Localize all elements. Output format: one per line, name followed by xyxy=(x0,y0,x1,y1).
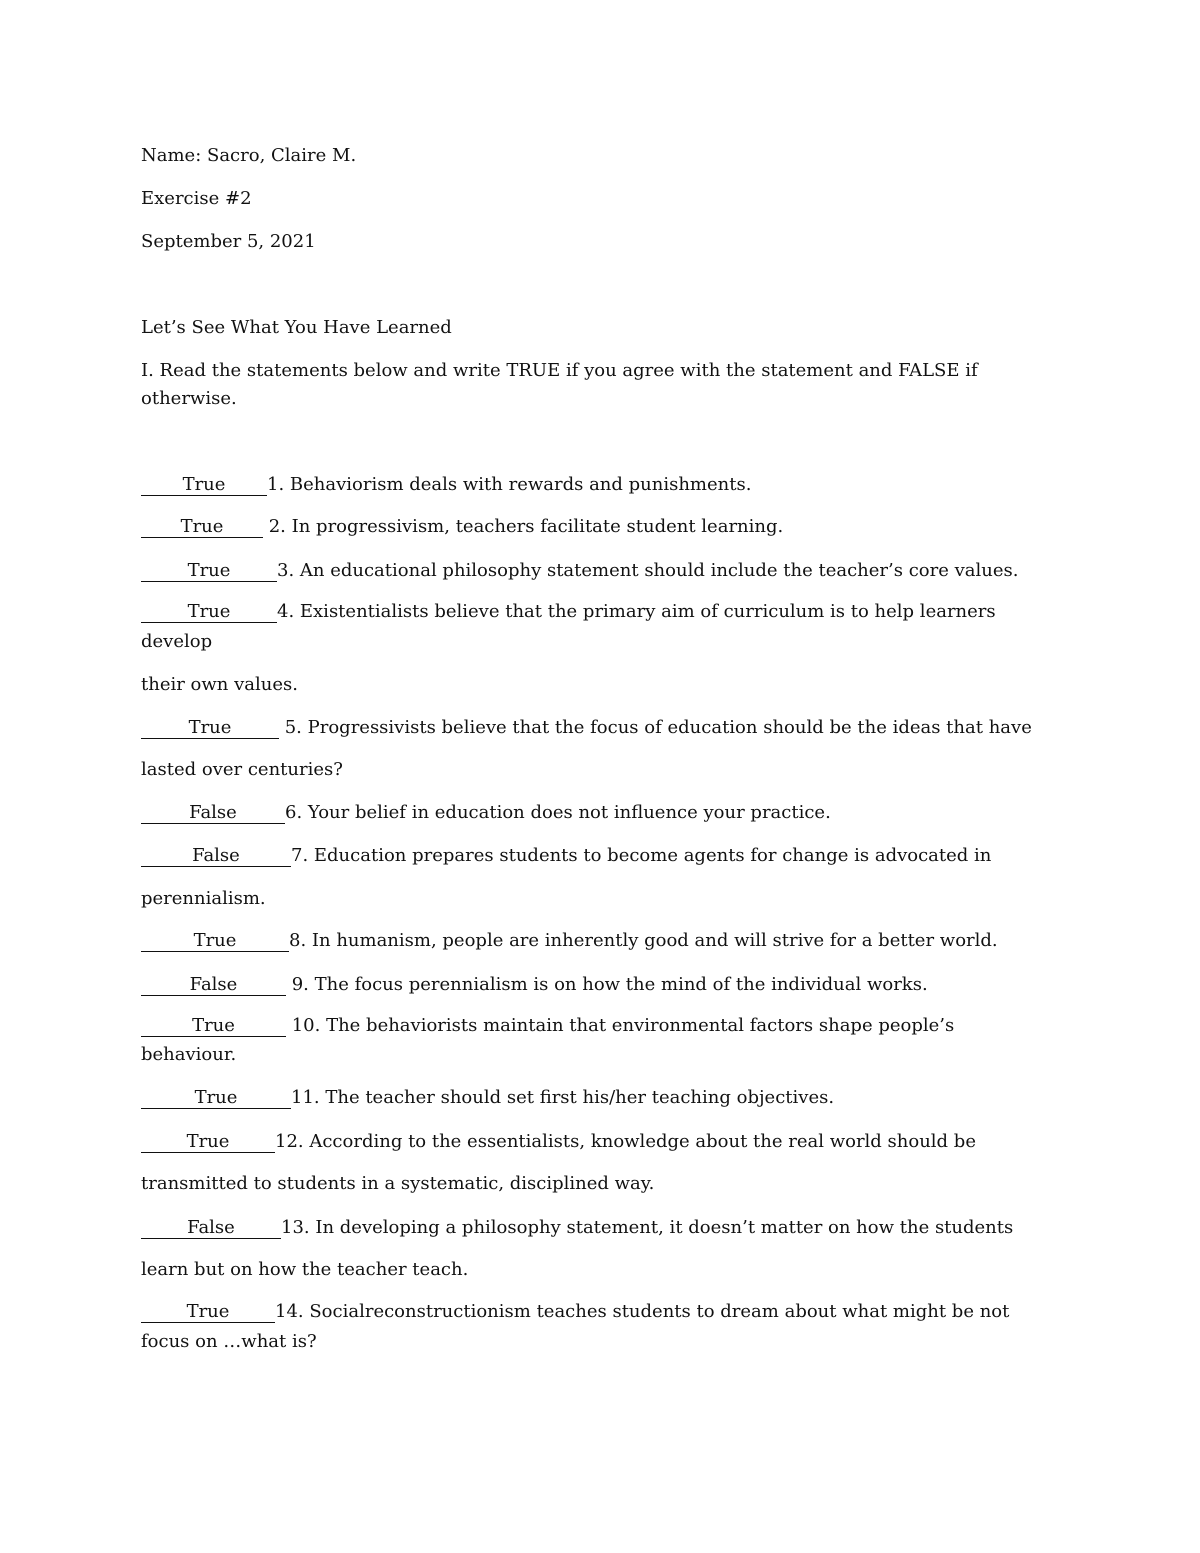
answer-blank: True xyxy=(141,517,263,538)
statement: 13. In developing a philosophy statement, it doesn’t matter on how the students xyxy=(281,1217,1014,1238)
item-5-continuation: lasted over centuries? xyxy=(141,759,343,780)
answer-blank: True xyxy=(141,1016,286,1037)
statement: 6. Your belief in education does not influence your practice. xyxy=(285,802,831,823)
item-9 xyxy=(141,974,928,996)
statement: 14. Socialreconstructionism teaches students to dream about what might be not xyxy=(275,1301,1010,1322)
answer-blank: False xyxy=(141,1218,281,1239)
item-4 xyxy=(141,601,996,623)
item-4-continuation: their own values. xyxy=(141,674,298,695)
item-1 xyxy=(141,474,751,496)
statement: 1. Behaviorism deals with rewards and punishments. xyxy=(267,474,752,495)
item-7 xyxy=(141,845,991,867)
statement: 11. The teacher should set first his/her teaching objectives. xyxy=(291,1087,835,1108)
answer-blank: True xyxy=(141,718,279,739)
statement: 5. Progressivists believe that the focus of education should be the ideas that have xyxy=(279,717,1032,738)
item-12-continuation: transmitted to students in a systematic, disciplined way. xyxy=(141,1173,655,1194)
statement: 3. An educational philosophy statement should include the teacher’s core values. xyxy=(277,560,1019,581)
item-13-continuation: learn but on how the teacher teach. xyxy=(141,1259,469,1280)
item-8 xyxy=(141,930,998,952)
answer-blank: True xyxy=(141,1132,275,1153)
item-2 xyxy=(141,516,783,538)
item-10 xyxy=(141,1015,954,1037)
statement: 9. The focus perennialism is on how the mind of the individual works. xyxy=(286,974,928,995)
answer-blank: True xyxy=(141,475,267,496)
student-name: Name: Sacro, Claire M. xyxy=(141,145,357,166)
item-3 xyxy=(141,560,1018,582)
statement: 12. According to the essentialists, knowledge about the real world should be xyxy=(275,1131,976,1152)
answer-blank: True xyxy=(141,1088,291,1109)
statement: 4. Existentialists believe that the primary aim of curriculum is to help learners xyxy=(277,601,996,622)
statement: 2. In progressivism, teachers facilitate student learning. xyxy=(263,516,784,537)
answer-blank: True xyxy=(141,602,277,623)
instructions-line-1: I. Read the statements below and write TRUE if you agree with the statement and FALSE if xyxy=(141,360,978,381)
instructions-line-2: otherwise. xyxy=(141,388,237,409)
item-4-continuation: develop xyxy=(141,631,213,652)
answer-blank: True xyxy=(141,561,277,582)
item-14-continuation: focus on …what is? xyxy=(141,1331,317,1352)
section-title: Let’s See What You Have Learned xyxy=(141,317,452,338)
answer-blank: False xyxy=(141,975,286,996)
statement: 7. Education prepares students to become agents for change is advocated in xyxy=(291,845,992,866)
item-13 xyxy=(141,1217,1013,1239)
item-11 xyxy=(141,1087,834,1109)
answer-blank: False xyxy=(141,846,291,867)
item-6 xyxy=(141,802,831,824)
answer-blank: True xyxy=(141,931,289,952)
answer-blank: True xyxy=(141,1302,275,1323)
exercise-label: Exercise #2 xyxy=(141,188,252,209)
item-14 xyxy=(141,1301,1009,1323)
item-5 xyxy=(141,717,1032,739)
item-7-continuation: perennialism. xyxy=(141,888,266,909)
item-12 xyxy=(141,1131,976,1153)
item-10-continuation: behaviour. xyxy=(141,1044,237,1065)
answer-blank: False xyxy=(141,803,285,824)
statement: 10. The behaviorists maintain that environmental factors shape people’s xyxy=(286,1015,955,1036)
date-label: September 5, 2021 xyxy=(141,231,316,252)
statement: 8. In humanism, people are inherently good and will strive for a better world. xyxy=(289,930,998,951)
